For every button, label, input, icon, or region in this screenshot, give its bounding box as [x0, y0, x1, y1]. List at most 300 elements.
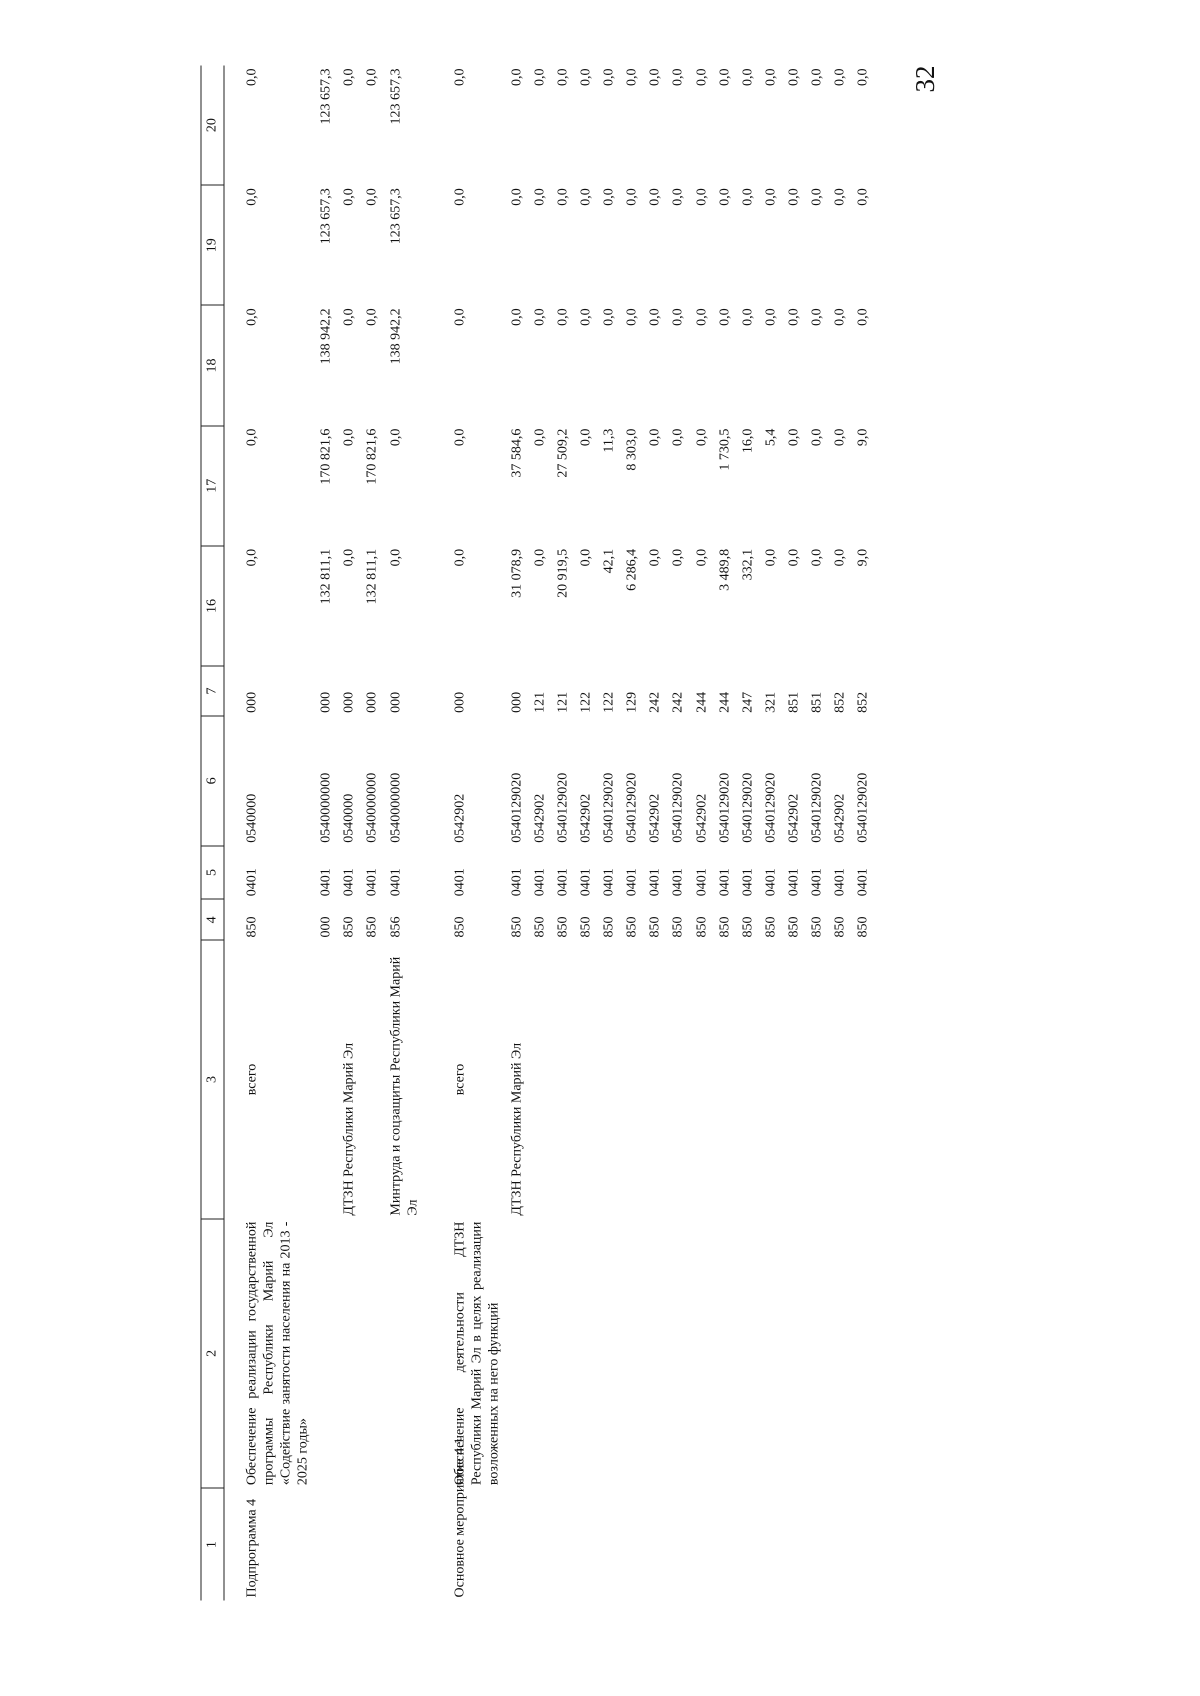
cell-v17: 11,3	[601, 428, 617, 453]
cell-v18: 0,0	[647, 307, 663, 326]
cell-v19: 123 657,3	[318, 187, 334, 244]
table-row	[759, 65, 782, 1600]
cell-c6: 0540129020	[508, 772, 524, 843]
cell-c1	[620, 1488, 643, 1600]
cell-v16: 0,0	[341, 548, 357, 566]
cell-c4: 850	[578, 915, 594, 937]
cell-c7: 129	[624, 691, 640, 713]
table-header-row	[201, 65, 224, 1600]
cell-c3	[551, 940, 574, 1218]
cell-c1	[666, 1488, 689, 1600]
cell-c7: 121	[532, 691, 548, 713]
cell-v17: 16,0	[739, 428, 755, 453]
cell-v16: 0,0	[670, 548, 686, 566]
cell-c3	[828, 940, 851, 1218]
cell-v18: 0,0	[578, 307, 594, 326]
cell-c7: 852	[855, 691, 871, 713]
spacer-row	[224, 65, 241, 1600]
cell-c4: 850	[808, 915, 824, 937]
cell-c6: 0540129020	[762, 772, 778, 843]
cell-c7: 247	[739, 691, 755, 713]
table-row	[597, 65, 620, 1600]
header-cell: 18	[201, 305, 224, 425]
cell-c4: 850	[555, 915, 571, 937]
cell-c3	[643, 940, 666, 1218]
cell-v19: 0,0	[578, 187, 594, 206]
cell-c2	[384, 1218, 424, 1488]
cell-v17: 5,4	[762, 428, 778, 446]
cell-c7: 851	[808, 691, 824, 713]
cell-v16: 20 919,5	[555, 548, 571, 598]
cell-c1	[314, 1488, 337, 1600]
cell-v19: 0,0	[832, 187, 848, 206]
cell-v18: 138 942,2	[318, 307, 334, 364]
cell-c6: 0540000000	[318, 772, 334, 843]
cell-c4: 850	[785, 915, 801, 937]
cell-c6: 0542902	[832, 793, 848, 843]
cell-c7: 122	[578, 691, 594, 713]
cell-c7: 242	[670, 691, 686, 713]
cell-v20: 0,0	[693, 68, 709, 86]
cell-c1	[597, 1488, 620, 1600]
cell-v18: 0,0	[451, 307, 467, 326]
cell-c6: 0542902	[785, 793, 801, 843]
cell-c2	[782, 1218, 805, 1488]
cell-c1	[805, 1488, 828, 1600]
table-row	[828, 65, 851, 1600]
cell-c5: 0401	[364, 867, 380, 896]
cell-c4: 850	[364, 915, 380, 937]
cell-c1	[337, 1488, 360, 1600]
cell-v19: 0,0	[624, 187, 640, 206]
cell-c3: ДТЗН Республики Марий Эл	[508, 1042, 524, 1216]
cell-v20: 0,0	[364, 68, 380, 86]
cell-c1	[551, 1488, 574, 1600]
cell-v18: 0,0	[832, 307, 848, 326]
cell-c5: 0401	[244, 867, 259, 896]
cell-c2: Обеспечение реализации государственной программы Республики Марий Эл «Содействие занятости населения на 2013 - 2025 годы»	[244, 1221, 311, 1485]
cell-c4: 850	[451, 915, 467, 937]
cell-c2	[851, 1218, 874, 1488]
cell-v18: 0,0	[601, 307, 617, 326]
table-row	[782, 65, 805, 1600]
cell-v16: 0,0	[532, 548, 548, 566]
cell-v18: 0,0	[244, 307, 259, 326]
cell-v19: 0,0	[601, 187, 617, 206]
rotated-table-frame	[200, 65, 1100, 1600]
cell-c1	[828, 1488, 851, 1600]
cell-v18: 0,0	[762, 307, 778, 326]
cell-c6: 0540000	[341, 793, 357, 843]
cell-c2	[666, 1218, 689, 1488]
header-cell: 5	[201, 845, 224, 898]
cell-v19: 123 657,3	[387, 187, 403, 244]
cell-v18: 138 942,2	[387, 307, 403, 364]
cell-v20: 0,0	[785, 68, 801, 86]
cell-c2	[643, 1218, 666, 1488]
header-cell: 20	[201, 65, 224, 185]
table-row	[551, 65, 574, 1600]
cell-c3	[360, 940, 383, 1218]
cell-c1: Подпрограмма 4	[244, 1498, 259, 1597]
cell-c2	[828, 1218, 851, 1488]
cell-c2	[337, 1218, 360, 1488]
cell-c7: 000	[364, 691, 380, 713]
cell-c2	[360, 1218, 383, 1488]
cell-c7: 242	[647, 691, 663, 713]
cell-c6: 0540129020	[624, 772, 640, 843]
cell-c1	[851, 1488, 874, 1600]
cell-c2	[805, 1218, 828, 1488]
cell-v18: 0,0	[508, 307, 524, 326]
cell-v18: 0,0	[808, 307, 824, 326]
cell-c3: ДТЗН Республики Марий Эл	[341, 1042, 357, 1216]
cell-c3	[690, 940, 713, 1218]
cell-c5: 0401	[739, 867, 755, 896]
cell-v20: 0,0	[508, 68, 524, 86]
cell-v18: 0,0	[855, 307, 871, 326]
cell-c4: 850	[532, 915, 548, 937]
cell-c4: 850	[670, 915, 686, 937]
cell-c6: 0540129020	[855, 772, 871, 843]
cell-c6: 0540129020	[716, 772, 732, 843]
cell-v17: 27 509,2	[555, 428, 571, 478]
cell-v19: 0,0	[855, 187, 871, 206]
cell-v17: 37 584,6	[508, 428, 524, 478]
table-row	[448, 65, 505, 1600]
cell-c2	[690, 1218, 713, 1488]
cell-c6: 0542902	[532, 793, 548, 843]
cell-v16: 0,0	[693, 548, 709, 566]
cell-v17: 0,0	[578, 428, 594, 446]
cell-v20: 0,0	[601, 68, 617, 86]
cell-v17: 8 303,0	[624, 428, 640, 471]
cell-v18: 0,0	[785, 307, 801, 326]
cell-v17: 0,0	[532, 428, 548, 446]
table-row	[690, 65, 713, 1600]
cell-v17: 1 730,5	[716, 428, 732, 471]
cell-c6: 0540129020	[555, 772, 571, 843]
table-row	[713, 65, 736, 1600]
cell-v17: 0,0	[451, 428, 467, 446]
cell-c7: 122	[601, 691, 617, 713]
cell-c7: 000	[318, 691, 334, 713]
cell-c7: 000	[508, 691, 524, 713]
cell-c2	[620, 1218, 643, 1488]
table-row	[736, 65, 759, 1600]
cell-v20: 0,0	[555, 68, 571, 86]
cell-v19: 0,0	[647, 187, 663, 206]
cell-v18: 0,0	[341, 307, 357, 326]
cell-v16: 0,0	[578, 548, 594, 566]
cell-c6: 0540129020	[601, 772, 617, 843]
cell-v20: 0,0	[624, 68, 640, 86]
cell-v16: 3 489,8	[716, 548, 732, 591]
cell-c3	[851, 940, 874, 1218]
cell-c5: 0401	[555, 867, 571, 896]
table-row	[574, 65, 597, 1600]
table-row	[337, 65, 360, 1600]
cell-c7: 321	[762, 691, 778, 713]
cell-c6: 0540000000	[364, 772, 380, 843]
cell-v19: 0,0	[244, 187, 259, 206]
cell-v16: 332,1	[739, 548, 755, 580]
cell-v20: 123 657,3	[318, 68, 334, 124]
cell-v19: 0,0	[364, 187, 380, 206]
cell-c5: 0401	[693, 867, 709, 896]
cell-c5: 0401	[624, 867, 640, 896]
cell-v20: 0,0	[762, 68, 778, 86]
cell-v16: 9,0	[855, 548, 871, 566]
cell-v20: 0,0	[341, 68, 357, 86]
cell-c7: 244	[716, 691, 732, 713]
cell-c4: 850	[832, 915, 848, 937]
cell-c1	[360, 1488, 383, 1600]
cell-c4: 850	[244, 915, 259, 937]
cell-v16: 0,0	[244, 548, 259, 566]
cell-c2	[759, 1218, 782, 1488]
cell-v18: 0,0	[624, 307, 640, 326]
cell-c1	[505, 1488, 528, 1600]
cell-v17: 170 821,6	[318, 428, 334, 485]
cell-c5: 0401	[508, 867, 524, 896]
cell-v18: 0,0	[555, 307, 571, 326]
cell-c5: 0401	[318, 867, 334, 896]
cell-v19: 0,0	[555, 187, 571, 206]
cell-c4: 000	[318, 915, 334, 937]
cell-c5: 0401	[716, 867, 732, 896]
cell-v19: 0,0	[762, 187, 778, 206]
header-cell: 6	[201, 715, 224, 845]
cell-v20: 0,0	[451, 68, 467, 86]
cell-c3: Минтруда и соцзащиты Республики Марий Эл	[387, 956, 420, 1216]
table-row	[384, 65, 424, 1600]
cell-c4: 850	[601, 915, 617, 937]
cell-c5: 0401	[832, 867, 848, 896]
cell-c4: 850	[762, 915, 778, 937]
header-cell: 4	[201, 899, 224, 940]
table-row	[805, 65, 828, 1600]
cell-c5: 0401	[532, 867, 548, 896]
cell-c3: всего	[451, 1063, 467, 1095]
cell-c1	[713, 1488, 736, 1600]
table-row	[620, 65, 643, 1600]
cell-c2	[736, 1218, 759, 1488]
cell-v18: 0,0	[532, 307, 548, 326]
cell-c1	[528, 1488, 551, 1600]
cell-v16: 0,0	[832, 548, 848, 566]
table-row	[314, 65, 337, 1600]
cell-c1	[643, 1488, 666, 1600]
cell-c2	[551, 1218, 574, 1488]
header-cell: 3	[201, 940, 224, 1218]
header-cell: 16	[201, 545, 224, 665]
header-cell: 7	[201, 666, 224, 716]
cell-v19: 0,0	[739, 187, 755, 206]
cell-c1	[574, 1488, 597, 1600]
cell-c7: 000	[341, 691, 357, 713]
cell-c2: Обеспечение деятельности ДТЗН Республики Марий Эл в целях реализации возложенных на него функций	[451, 1221, 501, 1485]
header-cell: 1	[201, 1488, 224, 1600]
cell-v17: 0,0	[647, 428, 663, 446]
page-number: 32	[910, 65, 940, 93]
cell-v19: 0,0	[693, 187, 709, 206]
cell-c1	[736, 1488, 759, 1600]
cell-c7: 852	[832, 691, 848, 713]
cell-c3	[597, 940, 620, 1218]
table-row	[666, 65, 689, 1600]
cell-c5: 0401	[647, 867, 663, 896]
budget-table	[200, 65, 874, 1600]
cell-v17: 0,0	[808, 428, 824, 446]
cell-c4: 850	[647, 915, 663, 937]
cell-c4: 850	[855, 915, 871, 937]
cell-v17: 0,0	[693, 428, 709, 446]
cell-v20: 0,0	[532, 68, 548, 86]
cell-c4: 850	[716, 915, 732, 937]
cell-c1	[690, 1488, 713, 1600]
cell-c4: 850	[739, 915, 755, 937]
cell-c5: 0401	[578, 867, 594, 896]
table-row	[360, 65, 383, 1600]
cell-c5: 0401	[670, 867, 686, 896]
cell-v16: 0,0	[647, 548, 663, 566]
header-cell: 17	[201, 425, 224, 545]
cell-c5: 0401	[387, 867, 403, 896]
cell-v20: 0,0	[832, 68, 848, 86]
table-row	[528, 65, 551, 1600]
cell-v20: 123 657,3	[387, 68, 403, 124]
cell-c5: 0401	[601, 867, 617, 896]
cell-v20: 0,0	[739, 68, 755, 86]
table-row	[851, 65, 874, 1600]
cell-c3	[713, 940, 736, 1218]
cell-c5: 0401	[341, 867, 357, 896]
cell-c4: 850	[508, 915, 524, 937]
cell-c2	[314, 1218, 337, 1488]
cell-c2	[574, 1218, 597, 1488]
cell-c7: 000	[387, 691, 403, 713]
cell-c2	[713, 1218, 736, 1488]
cell-v19: 0,0	[532, 187, 548, 206]
cell-c4: 850	[693, 915, 709, 937]
cell-v19: 0,0	[451, 187, 467, 206]
cell-v17: 0,0	[670, 428, 686, 446]
cell-v19: 0,0	[716, 187, 732, 206]
cell-c3	[574, 940, 597, 1218]
cell-c6: 0540129020	[670, 772, 686, 843]
cell-v19: 0,0	[341, 187, 357, 206]
cell-c7: 000	[244, 691, 259, 713]
cell-c5: 0401	[762, 867, 778, 896]
cell-c5: 0401	[785, 867, 801, 896]
cell-v18: 0,0	[739, 307, 755, 326]
cell-c3	[314, 940, 337, 1218]
cell-c6: 0542902	[451, 793, 467, 843]
cell-c7: 000	[451, 691, 467, 713]
cell-v19: 0,0	[508, 187, 524, 206]
cell-c1	[384, 1488, 424, 1600]
cell-v18: 0,0	[716, 307, 732, 326]
cell-c3	[782, 940, 805, 1218]
cell-v18: 0,0	[670, 307, 686, 326]
cell-c2	[528, 1218, 551, 1488]
cell-c7: 244	[693, 691, 709, 713]
table-row	[643, 65, 666, 1600]
cell-c6: 0540129020	[808, 772, 824, 843]
cell-v19: 0,0	[670, 187, 686, 206]
cell-v19: 0,0	[808, 187, 824, 206]
cell-v18: 0,0	[364, 307, 380, 326]
cell-v16: 0,0	[762, 548, 778, 566]
cell-c6: 0540129020	[739, 772, 755, 843]
cell-c1	[759, 1488, 782, 1600]
cell-v16: 42,1	[601, 548, 617, 573]
cell-v20: 0,0	[716, 68, 732, 86]
cell-v16: 0,0	[808, 548, 824, 566]
cell-c6: 0542902	[647, 793, 663, 843]
cell-v20: 0,0	[855, 68, 871, 86]
cell-v17: 0,0	[244, 428, 259, 446]
cell-c3	[666, 940, 689, 1218]
cell-c5: 0401	[855, 867, 871, 896]
cell-v16: 132 811,1	[318, 548, 334, 604]
cell-v20: 0,0	[244, 68, 259, 86]
cell-v17: 0,0	[785, 428, 801, 446]
spacer-row	[424, 65, 448, 1600]
header-cell: 2	[201, 1218, 224, 1488]
cell-c3	[805, 940, 828, 1218]
cell-v16: 6 286,4	[624, 548, 640, 591]
cell-c7: 121	[555, 691, 571, 713]
cell-c5: 0401	[451, 867, 467, 896]
cell-v18: 0,0	[693, 307, 709, 326]
cell-v17: 9,0	[855, 428, 871, 446]
cell-v17: 170 821,6	[364, 428, 380, 485]
cell-c6: 0542902	[578, 793, 594, 843]
cell-c4: 850	[341, 915, 357, 937]
cell-c3	[528, 940, 551, 1218]
cell-v16: 0,0	[785, 548, 801, 566]
cell-c6: 0540000000	[387, 772, 403, 843]
cell-c6: 0540000	[244, 793, 259, 843]
cell-c4: 850	[624, 915, 640, 937]
cell-c4: 856	[387, 915, 403, 937]
cell-v17: 0,0	[387, 428, 403, 446]
header-cell: 19	[201, 185, 224, 305]
cell-c3: всего	[244, 1063, 259, 1095]
cell-v19: 0,0	[785, 187, 801, 206]
cell-c7: 851	[785, 691, 801, 713]
cell-c1: Основное мероприятие 4.1	[451, 1436, 467, 1597]
cell-c6: 0542902	[693, 793, 709, 843]
cell-v20: 0,0	[670, 68, 686, 86]
cell-c2	[597, 1218, 620, 1488]
cell-v16: 0,0	[387, 548, 403, 566]
cell-c5: 0401	[808, 867, 824, 896]
cell-v20: 0,0	[647, 68, 663, 86]
cell-c3	[759, 940, 782, 1218]
cell-v16: 132 811,1	[364, 548, 380, 604]
table-row	[505, 65, 528, 1600]
table-row	[240, 65, 314, 1600]
cell-c3	[736, 940, 759, 1218]
cell-v16: 31 078,9	[508, 548, 524, 598]
cell-c2	[505, 1218, 528, 1488]
cell-v20: 0,0	[578, 68, 594, 86]
cell-v17: 0,0	[832, 428, 848, 446]
cell-v17: 0,0	[341, 428, 357, 446]
